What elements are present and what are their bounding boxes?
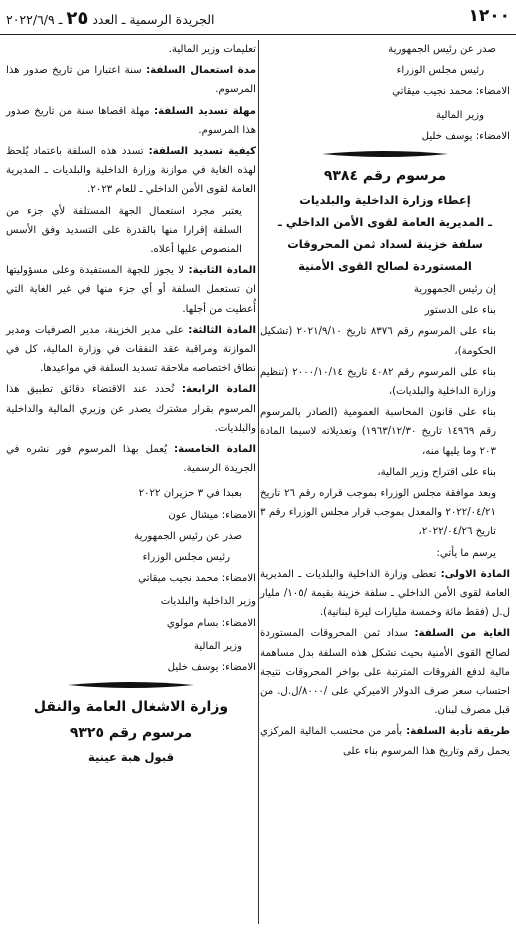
place-date: بعبدا في ٣ حزيران ٢٠٢٢	[138, 488, 242, 500]
left-column	[6, 40, 256, 928]
finance-minister-signature: الامضاء: يوسف خليل	[421, 130, 510, 142]
article-3	[6, 321, 256, 379]
preamble-decree-4082: بناء على المرسوم رقم ٤٠٨٢ تاريخ ٢٠٠٠/١٠/١٤ (تنظيم وزارة الداخلية والبلديات)،	[260, 366, 496, 398]
running-head-prefix: الجريدة الرسمية ـ العدد	[92, 12, 215, 27]
article-3-label: المادة الثالثة:	[188, 324, 256, 336]
payment-label: طريقة تأدية السلفة:	[406, 726, 510, 738]
usage-label: مدة استعمال السلفة:	[146, 65, 256, 77]
decree-subject-line-4: المستوردة لصالح القوى الأمنية	[298, 259, 472, 274]
decree-subject-line-2: ـ المديرية العامة لقوى الأمن الداخلي ـ	[277, 215, 493, 230]
interior-minister-title: وزير الداخلية والبلديات	[160, 596, 256, 608]
repayment-clause	[6, 102, 256, 140]
issued-by-president-2: صدر عن رئيس الجمهورية	[134, 530, 242, 542]
article-4-label: المادة الرابعة:	[181, 384, 256, 396]
section-separator	[260, 149, 510, 159]
payment-continuation: تعليمات وزير المالية.	[168, 44, 256, 55]
finance-minister-signature-2: الامضاء: يوسف خليل	[167, 662, 256, 674]
preamble-finance-proposal: بناء على اقتراح وزير المالية،	[377, 466, 496, 478]
decrees-heading: يرسم ما يأتي:	[436, 547, 496, 559]
article-5	[6, 440, 256, 478]
preamble-accounting-law: بناء على قانون المحاسبة العمومية (الصادر بالمرسوم رقم ١٤٩٦٩ تاريخ ١٩٦٣/١٢/٣٠) وتعديلاته لاسيما المادة ٢٠٣ وما يليها منه،	[260, 407, 497, 457]
settlement-paragraph: يعتبر مجرد استعمال الجهة المستلفة لأي جزء من السلفة إقرارا منها بالقدرة على التسديد وفق الأسس المنصوص عليها أعلاه.	[6, 205, 242, 256]
settlement-text: تسدد هذه السلفة باعتماد يُلحظ لهذه الغاية في موازنة وزارة الداخلية والبلديات ـ المديرية العامة لقوى الأمن الداخلي ـ للعام ٢٠٢٣.	[6, 146, 256, 196]
preamble-constitution: بناء على الدستور	[424, 305, 496, 317]
issued-by-president: صدر عن رئيس الجمهورية	[388, 44, 496, 55]
preamble-decree-8376: بناء على المرسوم رقم ٨٣٧٦ تاريخ ٢٠٢١/٩/١٠ (تشكيل الحكومة)،	[260, 326, 496, 357]
article-2-text: لا يجوز للجهة المستفيدة وعلى مسؤوليتها ان تستعمل السلفة أو أي جزء منها في غير الغاية التي أُعطيت من أجلها.	[6, 265, 256, 315]
right-column	[260, 40, 510, 928]
usage-clause	[6, 61, 256, 99]
article-1-label: المادة الاولى:	[440, 568, 510, 580]
preamble-cabinet-approval: وبعد موافقة مجلس الوزراء بموجب قراره رقم ٢٦ تاريخ ٢٠٢٢/٠٤/٢١ والمعدل بموجب قرار مجلس الوزراء رقم ٣ تاريخ ٢٠٢٢/٠٤/٢٦،	[260, 488, 496, 538]
usage-text: سنة اعتبارا من تاريخ صدور هذا المرسوم.	[6, 65, 256, 96]
decree-9325-subject: قبول هبة عينية	[88, 750, 174, 765]
section-separator-2	[6, 680, 256, 690]
article-4	[6, 380, 256, 438]
decree-title: مرسوم رقم ٩٣٨٤	[323, 168, 447, 185]
running-head-date: ـ ٢٠٢٢/٦/٩	[6, 12, 63, 27]
ornament-icon	[320, 149, 450, 159]
payment-clause	[260, 722, 510, 760]
page-number: ١٢٠٠	[468, 6, 510, 26]
president-signature: الامضاء: ميشال عون	[168, 509, 256, 521]
pm-title-2: رئيس مجلس الوزراء	[142, 552, 230, 564]
payment-text: بأمر من محتسب المالية المركزي يحمل رقم وتاريخ هذا المرسوم بناء على	[260, 726, 510, 757]
pm-signature-2: الامضاء: محمد نجيب ميقاتي	[138, 573, 256, 585]
finance-minister-title: وزير المالية	[435, 109, 484, 121]
column-divider	[258, 40, 259, 924]
repayment-text: مهلة اقصاها سنة من تاريخ صدور هذا المرسوم.	[6, 105, 256, 136]
pm-title: رئيس مجلس الوزراء	[396, 65, 484, 77]
article-3-text: على مدير الخزينة، مدير الصرفيات ومدير الموازنة ومراقبة عقد النفقات في وزارة المالية، كل في نطاق اختصاصه ملاحقة تسديد السلفة في مواعيدها.	[6, 324, 256, 375]
preamble-president: إن رئيس الجمهورية	[413, 284, 496, 296]
article-5-text: يُعمل بهذا المرسوم فور نشره في الجريدة الرسمية.	[6, 444, 256, 475]
ornament-icon	[66, 680, 196, 690]
article-2-label: المادة الثانية:	[188, 265, 256, 277]
settlement-clause	[6, 142, 256, 200]
decree-9325-title: مرسوم رقم ٩٣٢٥	[69, 725, 193, 742]
purpose-text: سداد ثمن المحروقات المستوردة لصالح القوى الأمنية بحيث تشكل هذه السلفة بدل مساهمة مالية لدفع الفروقات المترتبة على بواخر المحروقات نتيجة احتساب سعر صرف الدولار الاميركي على /٨٠٠٠/ل.ل. من قبل مصرف لبنان.	[260, 628, 510, 717]
repayment-label: مهلة تسديد السلفة:	[153, 105, 256, 117]
article-5-label: المادة الخامسة:	[174, 444, 256, 456]
settlement-label: كيفية تسديد السلفة:	[148, 146, 256, 158]
issue-number: ٢٥	[66, 8, 89, 29]
article-4-text: تُحدد عند الاقتضاء دقائق تطبيق هذا المرسوم بقرار مشترك يصدر عن وزيري المالية والداخلية والبلديات.	[6, 384, 256, 434]
ministry-heading: وزارة الاشغال العامة والنقل	[33, 699, 229, 716]
page-header	[0, 0, 516, 35]
purpose-clause	[260, 624, 510, 720]
pm-signature: الامضاء: محمد نجيب ميقاتي	[392, 86, 510, 98]
finance-minister-title-2: وزير المالية	[193, 640, 242, 652]
decree-subject-line-1: إعطاء وزارة الداخلية والبلديات	[299, 193, 471, 208]
article-2	[6, 261, 256, 319]
interior-minister-signature: الامضاء: بسام مولوي	[166, 617, 256, 629]
article-1	[260, 565, 510, 623]
running-head	[6, 8, 215, 29]
purpose-label: الغاية من السلفة:	[414, 628, 510, 640]
decree-subject-line-3: سلفة خزينة لسداد ثمن المحروقات	[287, 237, 483, 252]
article-1-text: تعطى وزارة الداخلية والبلديات ـ المديرية العامة لقوى الأمن الداخلي ـ سلفة خزينة بقيمة /١٠٥/ مليار ل.ل (فقط مائة وخمسة مليارات ليرة لبنانية).	[260, 568, 510, 619]
